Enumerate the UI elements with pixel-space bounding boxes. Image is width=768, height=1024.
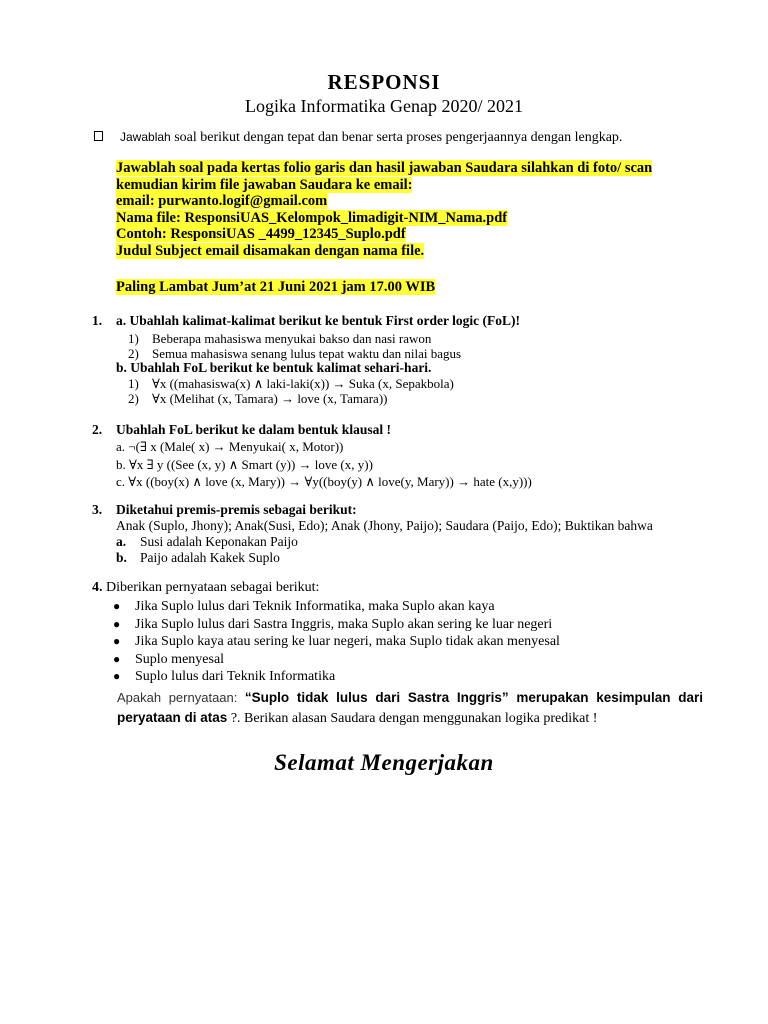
item-number: 2)	[128, 391, 139, 406]
question-4-prompt	[117, 688, 703, 728]
item-text: Semua mahasiswa senang lulus tepat waktu dan nilai bagus	[152, 346, 462, 361]
general-instruction	[94, 130, 622, 146]
submission-line: Jawablah soal pada kertas folio garis dan hasil jawaban Saudara silahkan di foto/ scan	[116, 160, 653, 176]
question-3-heading-text: Diketahui premis-premis sebagai berikut:	[116, 502, 357, 517]
bullet-icon: ●	[113, 617, 121, 631]
question-statement: “Suplo tidak lulus dari Sastra Inggris” merupakan kesimpulan dari peryataan di atas	[117, 690, 703, 725]
submission-example: Contoh: ResponsiUAS _4499_12345_Suplo.pdf	[116, 226, 406, 243]
bullet-text: Jika Suplo lulus dari Teknik Informatika, maka Suplo akan kaya	[135, 599, 495, 614]
submission-email: email: purwanto.logif@gmail.com	[116, 193, 328, 210]
list-item	[113, 669, 335, 685]
list-item: b. ∀x ∃ y ((See (x, y) ∧ Smart (y)) → love (x, y))	[116, 457, 373, 472]
item-text: Paijo adalah Kakek Suplo	[140, 550, 280, 565]
item-number: 1)	[128, 376, 139, 391]
submission-line: kemudian kirim file jawaban Saudara ke email:	[116, 176, 413, 193]
page-subtitle: Logika Informatika Genap 2020/ 2021	[245, 96, 523, 116]
question-3-heading	[92, 502, 357, 518]
question-number: 2.	[92, 422, 103, 437]
item-number: 1)	[128, 331, 139, 346]
question-1-heading	[92, 313, 520, 329]
list-item	[113, 617, 552, 633]
question-4-heading-text: Diberikan pernyataan sebagai berikut:	[102, 580, 320, 595]
item-text: Beberapa mahasiswa menyukai bakso dan nasi rawon	[152, 331, 432, 346]
question-1a-heading: a. Ubahlah kalimat-kalimat berikut ke bentuk First order logic (FoL)!	[116, 313, 521, 328]
question-1b-heading: b. Ubahlah FoL berikut ke bentuk kalimat sehari-hari.	[116, 360, 432, 375]
list-item: c. ∀x ((boy(x) ∧ love (x, Mary)) → ∀y((boy(y) ∧ love(y, Mary)) → hate (x,y)))	[116, 474, 532, 489]
item-text: ∀x ((mahasiswa(x) ∧ laki-laki(x)) → Suka (x, Sepakbola)	[152, 376, 454, 391]
question-4-heading	[92, 580, 319, 596]
bullet-text: Suplo lulus dari Teknik Informatika	[135, 669, 336, 684]
list-item	[128, 376, 454, 392]
list-item	[113, 634, 560, 650]
bullet-icon: ●	[113, 669, 121, 683]
list-item	[128, 391, 388, 407]
question-number: 1.	[92, 313, 103, 328]
list-item	[116, 534, 298, 550]
item-text: Susi adalah Keponakan Paijo	[140, 534, 298, 549]
deadline-text: Paling Lambat Jum’at 21 Juni 2021 jam 17.00 WIB	[116, 279, 436, 295]
list-item	[116, 550, 280, 566]
item-number: a.	[116, 534, 127, 549]
premises: Anak (Suplo, Jhony); Anak(Susi, Edo); Anak (Jhony, Paijo); Saudara (Paijo, Edo); Buktikan bahwa	[116, 518, 653, 533]
bullet-icon: ●	[113, 599, 121, 613]
list-item	[113, 652, 224, 668]
checkbox-bullet-icon	[94, 131, 103, 141]
question-number: 4.	[92, 580, 103, 595]
question-lead: Apakah pernyataan:	[117, 690, 238, 705]
item-number: b.	[116, 550, 127, 565]
bullet-icon: ●	[113, 652, 121, 666]
item-text: ∀x (Melihat (x, Tamara) → love (x, Tamara))	[152, 391, 388, 406]
closing-message: Selamat Mengerjakan	[274, 750, 494, 775]
question-2-heading	[92, 422, 391, 438]
list-item	[128, 331, 431, 347]
list-item: a. ¬(∃ x (Male( x) → Menyukai( x, Motor))	[116, 439, 344, 454]
deadline	[116, 279, 435, 296]
bullet-text: Jika Suplo kaya atau sering ke luar negeri, maka Suplo tidak akan menyesal	[135, 634, 560, 649]
bullet-icon: ●	[113, 634, 121, 648]
instruction-text: soal berikut dengan tepat dan benar serta proses pengerjaannya dengan lengkap.	[170, 130, 623, 145]
item-number: 2)	[128, 346, 139, 361]
bullet-text: Suplo menyesal	[135, 652, 225, 667]
page-title: RESPONSI	[327, 70, 441, 94]
question-number: 3.	[92, 502, 103, 517]
submission-subject: Judul Subject email disamakan dengan nama file.	[116, 242, 425, 259]
question-2-heading-text: Ubahlah FoL berikut ke dalam bentuk klausal !	[116, 422, 391, 437]
list-item	[113, 599, 495, 615]
submission-filename: Nama file: ResponsiUAS_Kelompok_limadigit-NIM_Nama.pdf	[116, 209, 508, 226]
question-tail: ?. Berikan alasan Saudara dengan menggunakan logika predikat !	[227, 711, 598, 726]
submission-instructions	[116, 160, 652, 260]
bullet-text: Jika Suplo lulus dari Sastra Inggris, maka Suplo akan sering ke luar negeri	[135, 617, 553, 632]
instruction-lead: Jawablah	[120, 130, 171, 144]
